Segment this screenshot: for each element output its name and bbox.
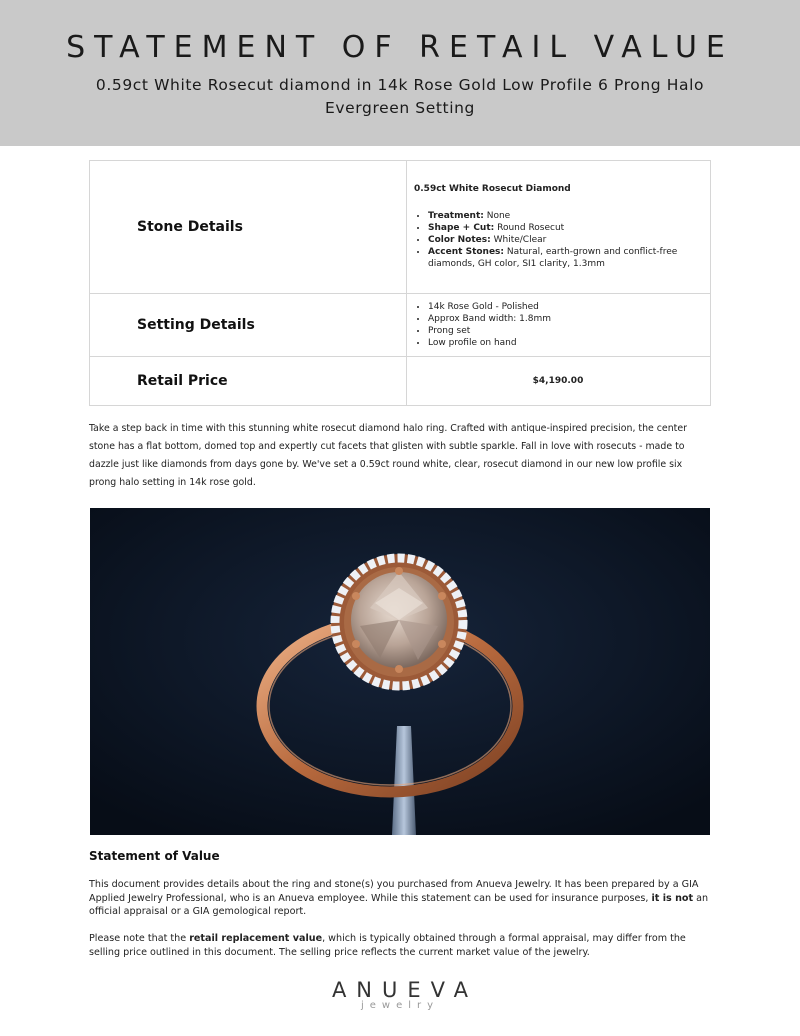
details-table — [89, 160, 711, 406]
retail-price-label: Retail Price — [90, 357, 407, 406]
list-item: • Approx Band width: 1.8mm — [428, 313, 702, 325]
list-item: • Prong set — [428, 325, 702, 337]
item-value: Natural, earth-grown and conflict-free diamonds, GH color, SI1 clarity, 1.3mm — [428, 247, 678, 269]
text-span: , which is typically obtained through a formal appraisal, may differ from the selling price outlined in this document. The selling price reflects the current market value of the jewelry. — [89, 933, 686, 958]
logo-subtext: jewelry — [360, 1000, 440, 1011]
page-title: STATEMENT OF RETAIL VALUE — [66, 30, 734, 65]
statement-title: Statement of Value — [89, 849, 220, 863]
emphasis-text: retail replacement value — [189, 933, 323, 944]
stone-details-row — [90, 161, 711, 294]
brand-logo — [0, 978, 800, 1011]
emphasis-text: it is not — [651, 892, 694, 904]
text-span: an official appraisal or a GIA gemological report. — [89, 892, 709, 917]
statement-paragraph-1 — [89, 878, 711, 919]
list-item: • 14k Rose Gold - Polished — [428, 301, 702, 313]
setting-details-list — [414, 301, 702, 349]
header-banner — [0, 0, 800, 146]
ring-photo — [90, 508, 710, 835]
stone-title: 0.59ct White Rosecut Diamond — [414, 184, 571, 194]
text-span: Please note that the — [89, 933, 190, 944]
list-item — [428, 210, 702, 222]
setting-details-row — [90, 294, 711, 357]
page-subtitle: 0.59ct White Rosecut diamond in 14k Rose Gold Low Profile 6 Prong Halo Evergreen Setting — [95, 76, 705, 117]
statement-paragraph-2 — [89, 932, 711, 959]
stone-details-list — [414, 210, 702, 270]
stone-details-value — [407, 161, 711, 294]
item-value: White/Clear — [493, 235, 547, 245]
logo-brand: ANUEVA — [331, 978, 479, 1002]
item-value: None — [486, 211, 511, 221]
product-description: Take a step back in time with this stunning white rosecut diamond halo ring. Crafted with antique-inspired precision, the center stone has a flat bottom, domed top and expertly cut facets that glisten with subtle sparkle. Fall in love with rosecuts - made to dazzle just like diamonds from days gone by. We've set a 0.59ct round white, clear, rosecut diamond in our new low profile six prong halo setting in 14k rose gold. — [89, 423, 687, 488]
item-value: Round Rosecut — [497, 223, 565, 233]
list-item: • Low profile on hand — [428, 337, 702, 349]
stone-details-label: Stone Details — [90, 161, 407, 294]
item-key: Accent Stones: — [428, 247, 505, 257]
text-span: This document provides details about the ring and stone(s) you purchased from Anueva Jewelry. It has been prepared by a GIA Applied Jewelry Professional, who is an Anueva employee. While this statement can be used for insurance purposes, — [89, 879, 699, 904]
item-key: Shape + Cut: — [428, 223, 495, 233]
setting-details-value — [407, 294, 711, 357]
list-item — [428, 234, 702, 246]
list-item — [428, 222, 702, 234]
retail-price-value: $4,190.00 — [407, 357, 711, 406]
item-key: Treatment: — [428, 211, 484, 221]
list-item — [428, 246, 702, 270]
ring-illustration — [90, 508, 710, 835]
item-key: Color Notes: — [428, 235, 491, 245]
retail-price-row — [90, 357, 711, 406]
setting-details-label: Setting Details — [90, 294, 407, 357]
